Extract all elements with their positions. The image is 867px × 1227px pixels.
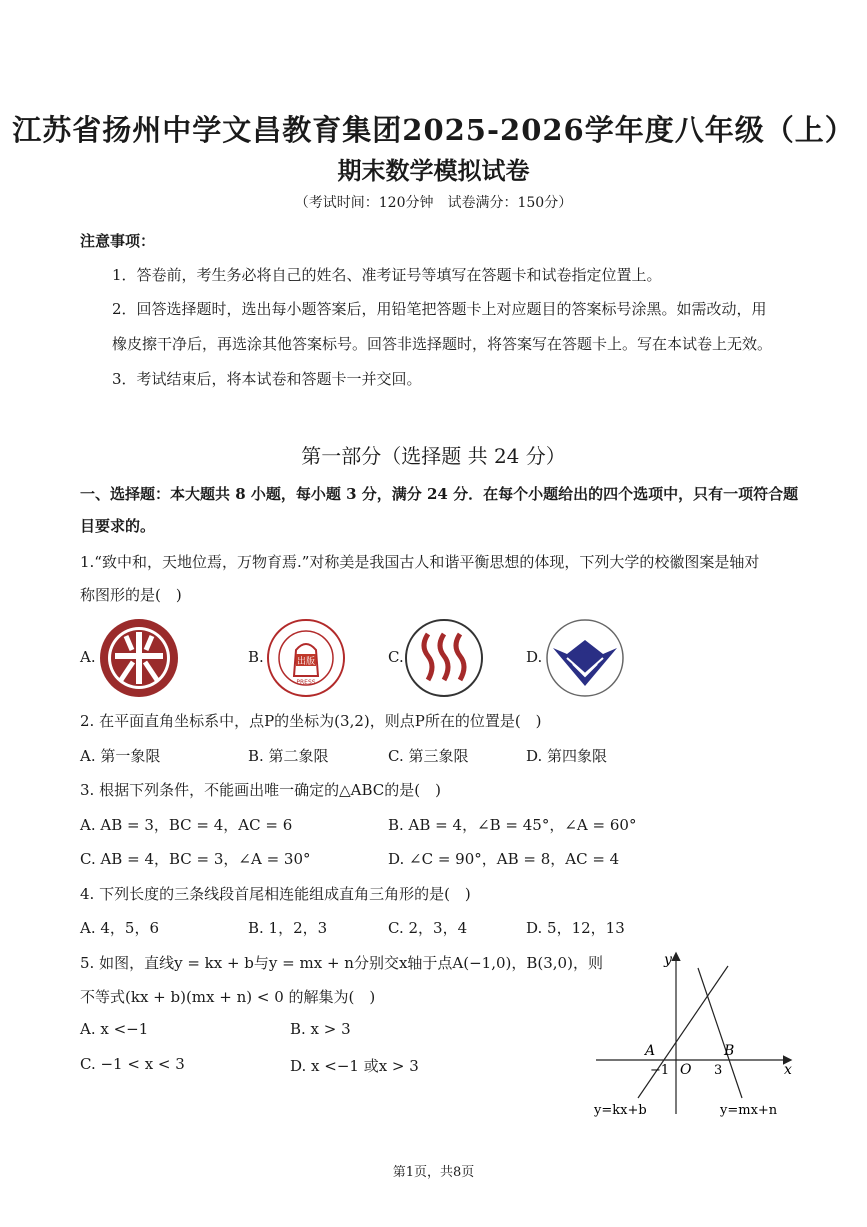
- tsinghua-press-text: PRESS: [296, 679, 316, 686]
- waves-logo: [404, 618, 484, 698]
- q1-option-d-label: D.: [526, 648, 543, 666]
- q5-option-b: B. x > 3: [290, 1020, 351, 1038]
- origin-label: O: [680, 1062, 692, 1078]
- exam-title: 江苏省扬州中学文昌教育集团2025-2026学年度八年级（上）: [12, 113, 855, 147]
- notice-item-3: 3．考试结束后，将本试卷和答题卡一并交回。: [112, 370, 422, 388]
- point-a-label: A: [645, 1043, 656, 1059]
- q4-option-a: A. 4，5，6: [80, 919, 159, 937]
- q1-option-b-label: B.: [248, 648, 264, 666]
- q5-stem: 5. 如图，直线y = kx + b与y = mx + n分别交x轴于点A(−1,0)，B(3,0)，则: [80, 954, 603, 972]
- tick-3-label: 3: [714, 1063, 723, 1078]
- q3-option-c: C. AB = 4，BC = 3，∠A = 30°: [80, 850, 311, 868]
- q2-option-c: C. 第三象限: [388, 747, 469, 765]
- q1-option-a-label: A.: [80, 648, 96, 666]
- notice-item-1: 1．答卷前，考生务必将自己的姓名、准考证号等填写在答题卡和试卷指定位置上。: [112, 266, 662, 284]
- peking-university-logo: [99, 618, 179, 698]
- q5-coordinate-graph: [590, 948, 800, 1124]
- q4-option-d: D. 5，12，13: [526, 919, 625, 937]
- q2-stem: 2. 在平面直角坐标系中，点P的坐标为(3,2)，则点P所在的位置是( ): [80, 712, 542, 730]
- section-title: 第一部分（选择题 共 24 分）: [301, 444, 566, 468]
- notice-item-2: 2．回答选择题时，选出每小题答案后，用铅笔把答题卡上对应题目的答案标号涂黑。如需改动，用: [112, 300, 767, 318]
- q1-option-c-label: C.: [388, 648, 404, 666]
- point-b-label: B: [724, 1043, 735, 1059]
- q3-stem: 3. 根据下列条件，不能画出唯一确定的△ABC的是( ): [80, 781, 441, 799]
- q3-option-b: B. AB = 4，∠B = 45°，∠A = 60°: [388, 816, 637, 834]
- line1-equation: y=kx+b: [594, 1103, 647, 1118]
- q1-stem-cont: 称图形的是( ): [80, 586, 182, 604]
- y-axis-label: y: [664, 952, 672, 968]
- line-mx-n: [698, 968, 742, 1098]
- q5-option-d: D. x <−1 或x > 3: [290, 1057, 419, 1075]
- q2-option-b: B. 第二象限: [248, 747, 329, 765]
- tick-neg1-label: −1: [650, 1063, 670, 1078]
- exam-time-info: （考试时间：120分钟 试卷满分：150分）: [294, 195, 573, 211]
- q4-option-c: C. 2，3，4: [388, 919, 468, 937]
- q4-stem: 4. 下列长度的三条线段首尾相连能组成直角三角形的是( ): [80, 885, 471, 903]
- q2-option-a: A. 第一象限: [80, 747, 161, 765]
- notice-item-2-cont: 橡皮擦干净后，再选涂其他答案标号。回答非选择题时，将答案写在答题卡上。写在本试卷上无效。: [112, 335, 773, 353]
- eagle-logo: [545, 618, 625, 698]
- q5-option-c: C. −1 < x < 3: [80, 1055, 185, 1073]
- line-kx-b: [638, 966, 728, 1098]
- notice-heading: 注意事项：: [80, 232, 156, 250]
- exam-subtitle-title: 期末数学模拟试卷: [337, 156, 530, 185]
- q3-option-a: A. AB = 3，BC = 4，AC = 6: [80, 816, 293, 834]
- section-intro: 一、选择题：本大题共 8 小题，每小题 3 分，满分 24 分．在每个小题给出的四个选项中，只有一项符合题: [80, 485, 799, 503]
- tsinghua-seal-text: 出版: [296, 657, 316, 667]
- x-axis-label: x: [784, 1062, 792, 1078]
- q4-option-b: B. 1，2，3: [248, 919, 328, 937]
- page-number: 第1页，共8页: [392, 1165, 475, 1180]
- q5-stem-cont: 不等式(kx + b)(mx + n) < 0 的解集为( ): [80, 988, 376, 1006]
- q5-option-a: A. x <−1: [80, 1020, 149, 1038]
- q3-option-d: D. ∠C = 90°，AB = 8，AC = 4: [388, 850, 620, 868]
- line2-equation: y=mx+n: [720, 1103, 778, 1118]
- tsinghua-press-logo: [266, 618, 346, 698]
- section-intro-cont: 目要求的。: [80, 517, 156, 535]
- q1-stem: 1.“致中和，天地位焉，万物育焉.”对称美是我国古人和谐平衡思想的体现，下列大学的校徽图案是轴对: [80, 553, 760, 571]
- q2-option-d: D. 第四象限: [526, 747, 608, 765]
